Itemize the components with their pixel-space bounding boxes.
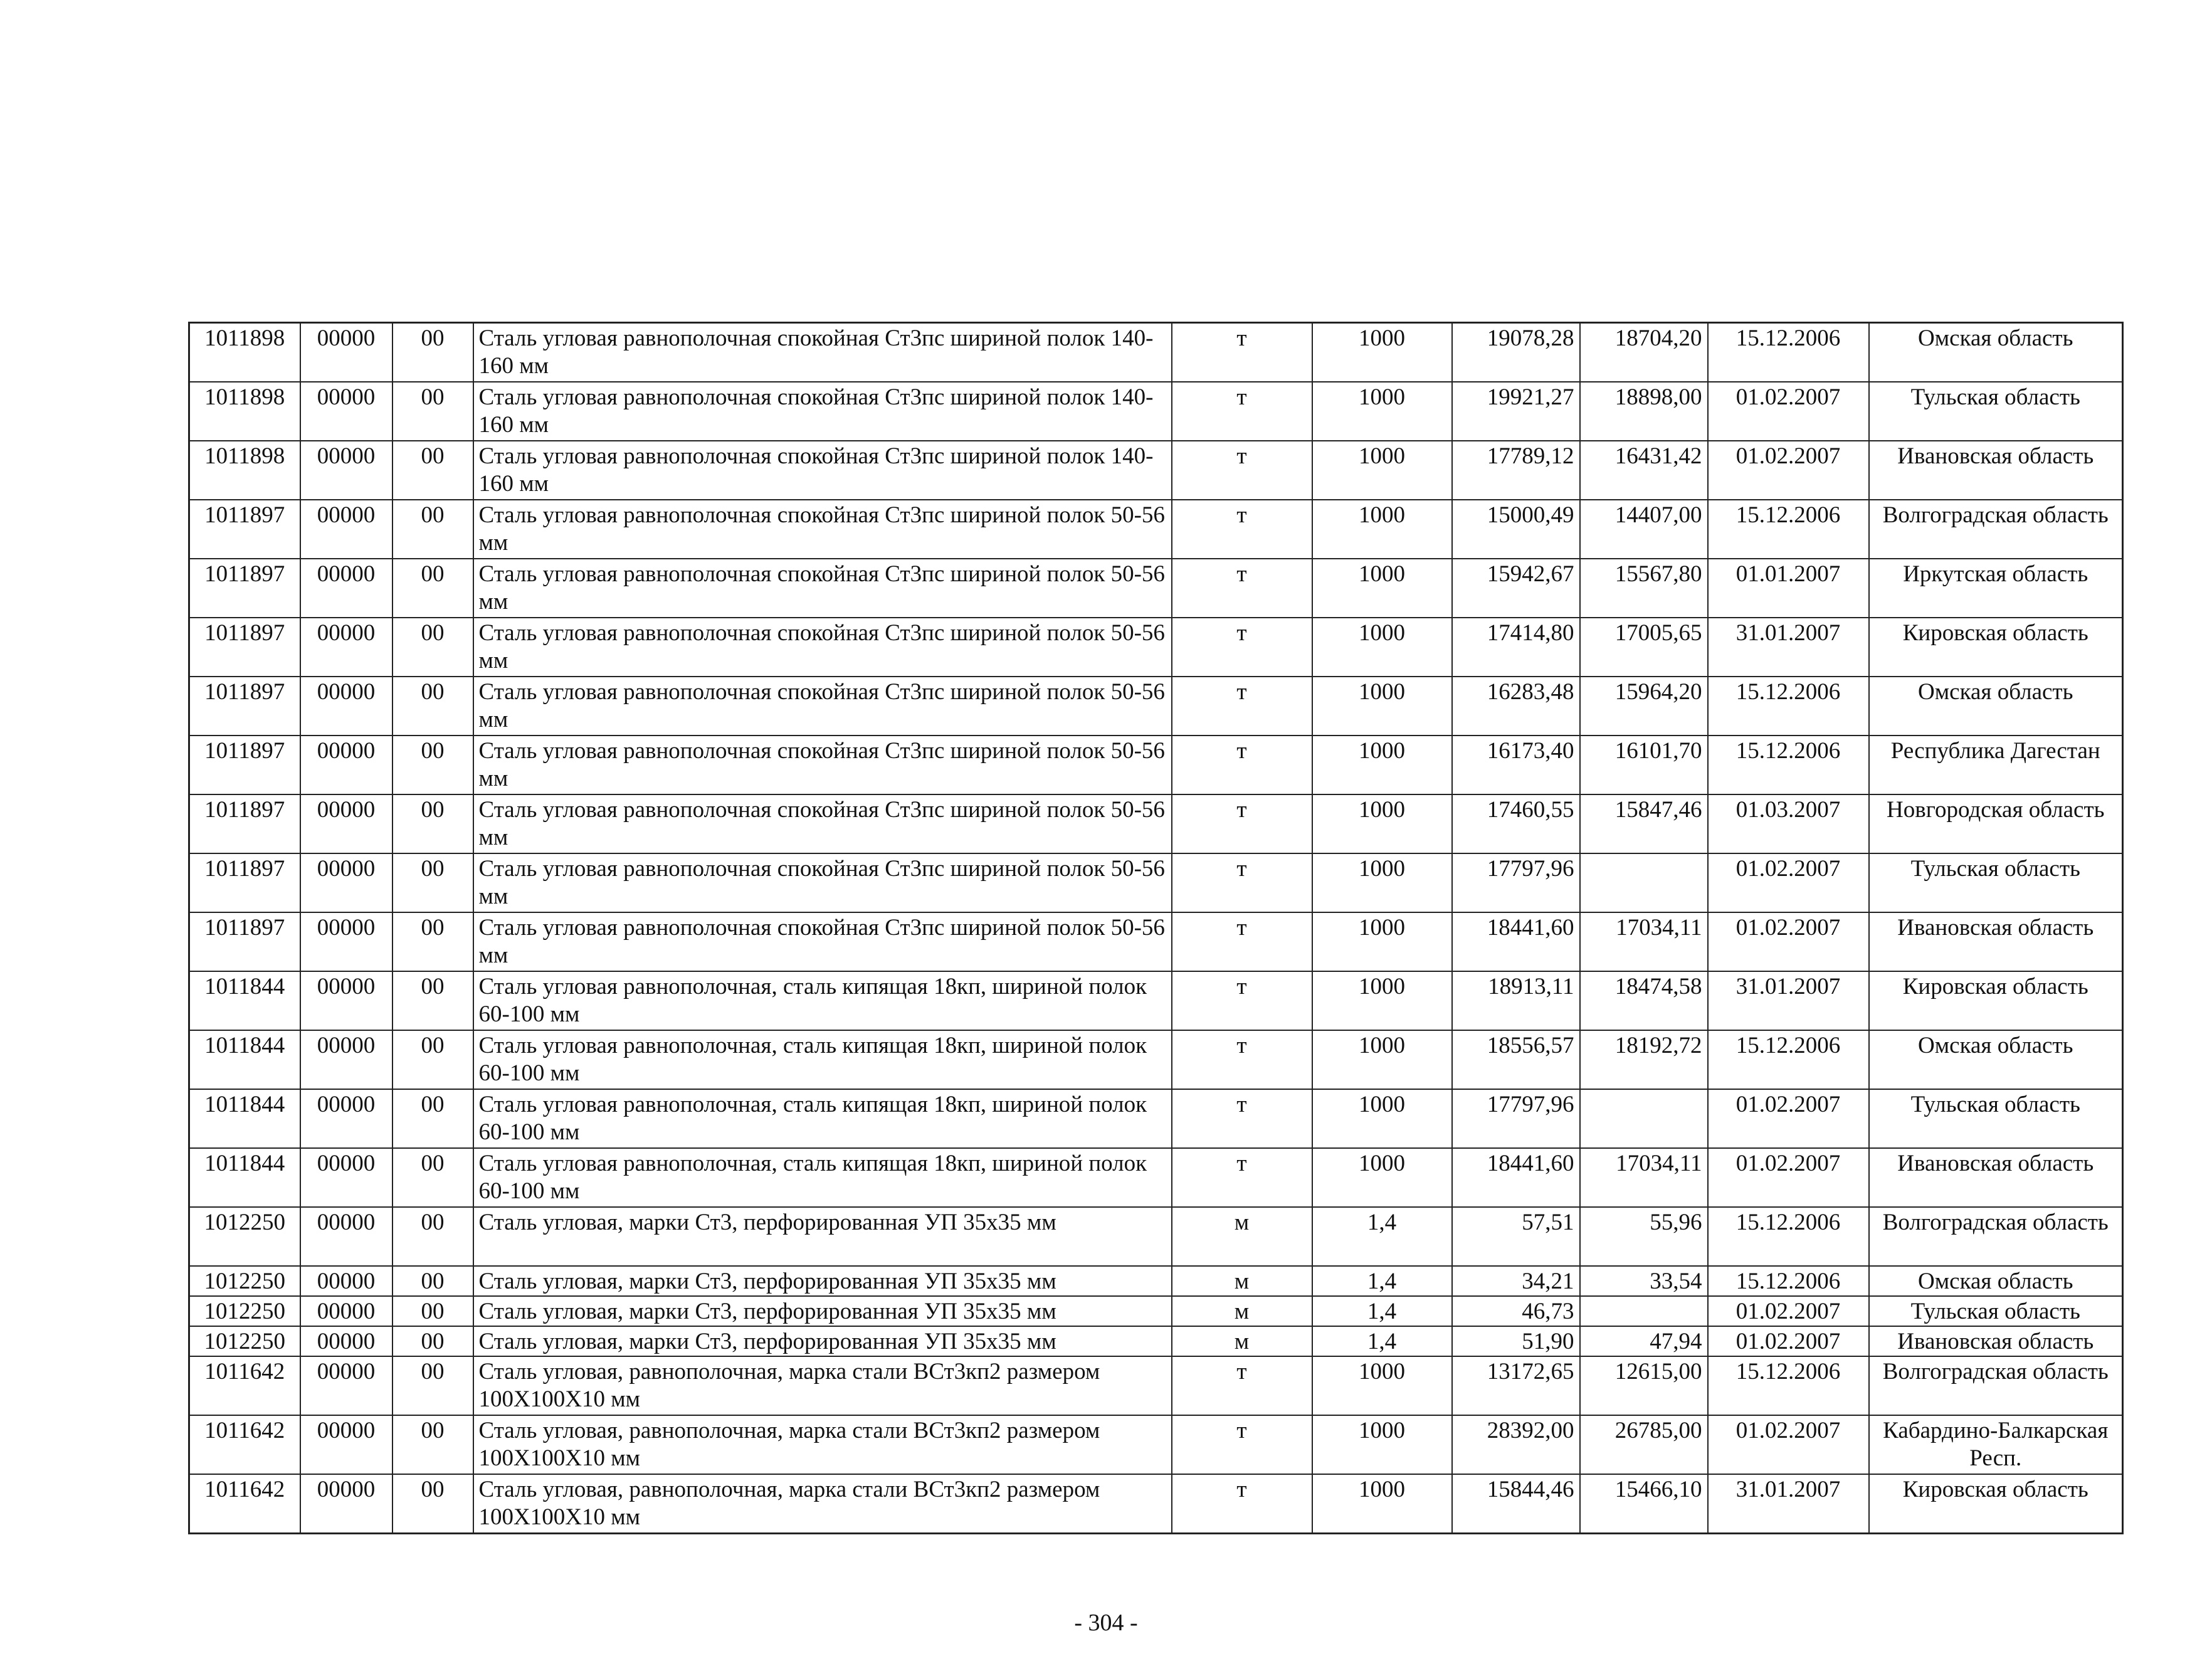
code-cell: 1011897 xyxy=(189,794,300,853)
region-cell: Волгоградская область xyxy=(1869,500,2123,559)
price-alt-cell: 17005,65 xyxy=(1580,618,1708,677)
price-alt-cell: 18704,20 xyxy=(1580,323,1708,382)
date-cell: 15.12.2006 xyxy=(1708,1030,1869,1089)
price-alt-cell xyxy=(1580,1089,1708,1148)
norm-cell: 1000 xyxy=(1312,1356,1452,1415)
material-name-cell: Сталь угловая равнополочная спокойная Ст3пс шириной полок 140-160 мм xyxy=(473,382,1172,441)
code-cell: 1011898 xyxy=(189,441,300,500)
code-cell: 1011897 xyxy=(189,736,300,794)
unit-cell: м xyxy=(1172,1207,1312,1266)
subcode-cell: 00000 xyxy=(300,1415,392,1474)
table-row xyxy=(189,1089,2123,1148)
price-alt-cell xyxy=(1580,853,1708,912)
region-cell: Тульская область xyxy=(1869,382,2123,441)
norm-cell: 1,4 xyxy=(1312,1296,1452,1326)
unit-cell: т xyxy=(1172,618,1312,677)
date-cell: 01.01.2007 xyxy=(1708,559,1869,618)
table-row xyxy=(189,382,2123,441)
date-cell: 15.12.2006 xyxy=(1708,1266,1869,1296)
subcode-cell: 00000 xyxy=(300,1089,392,1148)
date-cell: 01.02.2007 xyxy=(1708,1089,1869,1148)
unit-cell: т xyxy=(1172,1148,1312,1207)
page-number: - 304 - xyxy=(1074,1610,1138,1636)
subcode-cell: 00000 xyxy=(300,736,392,794)
material-name-cell: Сталь угловая, марки Ст3, перфорированная УП 35х35 мм xyxy=(473,1207,1172,1266)
price-cell: 16173,40 xyxy=(1452,736,1580,794)
code-cell: 1011844 xyxy=(189,971,300,1030)
price-cell: 17414,80 xyxy=(1452,618,1580,677)
subcode-cell: 00000 xyxy=(300,1207,392,1266)
date-cell: 01.02.2007 xyxy=(1708,1415,1869,1474)
norm-cell: 1000 xyxy=(1312,559,1452,618)
date-cell: 01.03.2007 xyxy=(1708,794,1869,853)
table-row xyxy=(189,1356,2123,1415)
region-cell: Иркутская область xyxy=(1869,559,2123,618)
date-cell: 01.02.2007 xyxy=(1708,1326,1869,1356)
material-name-cell: Сталь угловая равнополочная, сталь кипящая 18кп, шириной полок 60-100 мм xyxy=(473,971,1172,1030)
material-name-cell: Сталь угловая, равнополочная, марка стали ВСт3кп2 размером 100Х100Х10 мм xyxy=(473,1415,1172,1474)
norm-cell: 1000 xyxy=(1312,1415,1452,1474)
material-name-cell: Сталь угловая равнополочная, сталь кипящая 18кп, шириной полок 60-100 мм xyxy=(473,1030,1172,1089)
suffix-cell: 00 xyxy=(392,1474,473,1534)
unit-cell: т xyxy=(1172,853,1312,912)
subcode-cell: 00000 xyxy=(300,618,392,677)
region-cell: Тульская область xyxy=(1869,1089,2123,1148)
table-row xyxy=(189,794,2123,853)
norm-cell: 1000 xyxy=(1312,1030,1452,1089)
region-cell: Омская область xyxy=(1869,1030,2123,1089)
subcode-cell: 00000 xyxy=(300,382,392,441)
price-alt-cell: 17034,11 xyxy=(1580,912,1708,971)
material-name-cell: Сталь угловая равнополочная, сталь кипящая 18кп, шириной полок 60-100 мм xyxy=(473,1148,1172,1207)
subcode-cell: 00000 xyxy=(300,1148,392,1207)
price-alt-cell: 33,54 xyxy=(1580,1266,1708,1296)
subcode-cell: 00000 xyxy=(300,912,392,971)
price-alt-cell: 16101,70 xyxy=(1580,736,1708,794)
suffix-cell: 00 xyxy=(392,794,473,853)
code-cell: 1011897 xyxy=(189,853,300,912)
material-name-cell: Сталь угловая равнополочная, сталь кипящая 18кп, шириной полок 60-100 мм xyxy=(473,1089,1172,1148)
price-cell: 18913,11 xyxy=(1452,971,1580,1030)
price-cell: 19078,28 xyxy=(1452,323,1580,382)
material-name-cell: Сталь угловая, равнополочная, марка стали ВСт3кп2 размером 100Х100Х10 мм xyxy=(473,1356,1172,1415)
price-cell: 51,90 xyxy=(1452,1326,1580,1356)
region-cell: Тульская область xyxy=(1869,1296,2123,1326)
material-name-cell: Сталь угловая, равнополочная, марка стали ВСт3кп2 размером 100Х100Х10 мм xyxy=(473,1474,1172,1534)
table-row xyxy=(189,736,2123,794)
unit-cell: м xyxy=(1172,1326,1312,1356)
code-cell: 1012250 xyxy=(189,1296,300,1326)
region-cell: Омская область xyxy=(1869,323,2123,382)
table-row xyxy=(189,1207,2123,1266)
unit-cell: т xyxy=(1172,441,1312,500)
price-cell: 15844,46 xyxy=(1452,1474,1580,1534)
norm-cell: 1000 xyxy=(1312,1148,1452,1207)
subcode-cell: 00000 xyxy=(300,323,392,382)
price-cell: 46,73 xyxy=(1452,1296,1580,1326)
table-row xyxy=(189,1148,2123,1207)
date-cell: 31.01.2007 xyxy=(1708,1474,1869,1534)
date-cell: 15.12.2006 xyxy=(1708,323,1869,382)
code-cell: 1011897 xyxy=(189,559,300,618)
subcode-cell: 00000 xyxy=(300,794,392,853)
unit-cell: т xyxy=(1172,1356,1312,1415)
code-cell: 1011897 xyxy=(189,500,300,559)
unit-cell: т xyxy=(1172,1415,1312,1474)
price-alt-cell: 15567,80 xyxy=(1580,559,1708,618)
suffix-cell: 00 xyxy=(392,559,473,618)
suffix-cell: 00 xyxy=(392,1030,473,1089)
suffix-cell: 00 xyxy=(392,1148,473,1207)
price-alt-cell: 18898,00 xyxy=(1580,382,1708,441)
price-cell: 28392,00 xyxy=(1452,1415,1580,1474)
price-cell: 15942,67 xyxy=(1452,559,1580,618)
norm-cell: 1000 xyxy=(1312,382,1452,441)
region-cell: Ивановская область xyxy=(1869,1148,2123,1207)
norm-cell: 1000 xyxy=(1312,323,1452,382)
unit-cell: т xyxy=(1172,1089,1312,1148)
norm-cell: 1000 xyxy=(1312,912,1452,971)
norm-cell: 1000 xyxy=(1312,736,1452,794)
price-alt-cell xyxy=(1580,1296,1708,1326)
unit-cell: т xyxy=(1172,1030,1312,1089)
unit-cell: м xyxy=(1172,1266,1312,1296)
material-name-cell: Сталь угловая, марки Ст3, перфорированная УП 35х35 мм xyxy=(473,1296,1172,1326)
subcode-cell: 00000 xyxy=(300,1356,392,1415)
subcode-cell: 00000 xyxy=(300,1266,392,1296)
suffix-cell: 00 xyxy=(392,1296,473,1326)
date-cell: 01.02.2007 xyxy=(1708,1148,1869,1207)
region-cell: Республика Дагестан xyxy=(1869,736,2123,794)
subcode-cell: 00000 xyxy=(300,441,392,500)
table-row xyxy=(189,323,2123,382)
subcode-cell: 00000 xyxy=(300,677,392,736)
date-cell: 01.02.2007 xyxy=(1708,853,1869,912)
subcode-cell: 00000 xyxy=(300,559,392,618)
norm-cell: 1000 xyxy=(1312,794,1452,853)
code-cell: 1011642 xyxy=(189,1356,300,1415)
table-row xyxy=(189,677,2123,736)
norm-cell: 1,4 xyxy=(1312,1326,1452,1356)
norm-cell: 1000 xyxy=(1312,677,1452,736)
table-row xyxy=(189,1030,2123,1089)
suffix-cell: 00 xyxy=(392,1266,473,1296)
suffix-cell: 00 xyxy=(392,1356,473,1415)
date-cell: 31.01.2007 xyxy=(1708,618,1869,677)
price-alt-cell: 15847,46 xyxy=(1580,794,1708,853)
material-name-cell: Сталь угловая равнополочная спокойная Ст3пс шириной полок 50-56 мм xyxy=(473,500,1172,559)
suffix-cell: 00 xyxy=(392,912,473,971)
subcode-cell: 00000 xyxy=(300,500,392,559)
price-table xyxy=(188,322,2124,1534)
price-cell: 18556,57 xyxy=(1452,1030,1580,1089)
table-row xyxy=(189,441,2123,500)
material-name-cell: Сталь угловая равнополочная спокойная Ст3пс шириной полок 140-160 мм xyxy=(473,441,1172,500)
unit-cell: т xyxy=(1172,912,1312,971)
unit-cell: т xyxy=(1172,500,1312,559)
subcode-cell: 00000 xyxy=(300,853,392,912)
region-cell: Омская область xyxy=(1869,1266,2123,1296)
code-cell: 1011844 xyxy=(189,1089,300,1148)
material-name-cell: Сталь угловая равнополочная спокойная Ст3пс шириной полок 50-56 мм xyxy=(473,677,1172,736)
date-cell: 01.02.2007 xyxy=(1708,912,1869,971)
price-cell: 18441,60 xyxy=(1452,912,1580,971)
material-name-cell: Сталь угловая, марки Ст3, перфорированная УП 35х35 мм xyxy=(473,1266,1172,1296)
date-cell: 15.12.2006 xyxy=(1708,1356,1869,1415)
date-cell: 15.12.2006 xyxy=(1708,1207,1869,1266)
price-alt-cell: 47,94 xyxy=(1580,1326,1708,1356)
price-cell: 16283,48 xyxy=(1452,677,1580,736)
price-alt-cell: 14407,00 xyxy=(1580,500,1708,559)
region-cell: Кабардино-Балкарская Респ. xyxy=(1869,1415,2123,1474)
norm-cell: 1000 xyxy=(1312,441,1452,500)
price-cell: 19921,27 xyxy=(1452,382,1580,441)
unit-cell: т xyxy=(1172,1474,1312,1534)
suffix-cell: 00 xyxy=(392,736,473,794)
table-row xyxy=(189,559,2123,618)
price-cell: 13172,65 xyxy=(1452,1356,1580,1415)
suffix-cell: 00 xyxy=(392,1415,473,1474)
table-row xyxy=(189,912,2123,971)
suffix-cell: 00 xyxy=(392,618,473,677)
region-cell: Кировская область xyxy=(1869,1474,2123,1534)
date-cell: 01.02.2007 xyxy=(1708,441,1869,500)
region-cell: Кировская область xyxy=(1869,971,2123,1030)
code-cell: 1011642 xyxy=(189,1474,300,1534)
norm-cell: 1000 xyxy=(1312,500,1452,559)
code-cell: 1012250 xyxy=(189,1207,300,1266)
price-cell: 17797,96 xyxy=(1452,853,1580,912)
unit-cell: т xyxy=(1172,677,1312,736)
price-alt-cell: 55,96 xyxy=(1580,1207,1708,1266)
material-name-cell: Сталь угловая равнополочная спокойная Ст3пс шириной полок 50-56 мм xyxy=(473,912,1172,971)
table-row xyxy=(189,971,2123,1030)
material-name-cell: Сталь угловая равнополочная спокойная Ст3пс шириной полок 50-56 мм xyxy=(473,736,1172,794)
region-cell: Ивановская область xyxy=(1869,912,2123,971)
code-cell: 1011844 xyxy=(189,1030,300,1089)
date-cell: 01.02.2007 xyxy=(1708,382,1869,441)
table-row xyxy=(189,1326,2123,1356)
price-cell: 17460,55 xyxy=(1452,794,1580,853)
code-cell: 1011897 xyxy=(189,677,300,736)
material-name-cell: Сталь угловая равнополочная спокойная Ст3пс шириной полок 50-56 мм xyxy=(473,618,1172,677)
material-name-cell: Сталь угловая равнополочная спокойная Ст3пс шириной полок 50-56 мм xyxy=(473,559,1172,618)
region-cell: Ивановская область xyxy=(1869,441,2123,500)
unit-cell: т xyxy=(1172,382,1312,441)
suffix-cell: 00 xyxy=(392,382,473,441)
region-cell: Новгородская область xyxy=(1869,794,2123,853)
code-cell: 1011898 xyxy=(189,323,300,382)
date-cell: 01.02.2007 xyxy=(1708,1296,1869,1326)
table-row xyxy=(189,1415,2123,1474)
subcode-cell: 00000 xyxy=(300,971,392,1030)
norm-cell: 1000 xyxy=(1312,853,1452,912)
unit-cell: т xyxy=(1172,971,1312,1030)
table-row xyxy=(189,500,2123,559)
table-body xyxy=(189,323,2123,1534)
norm-cell: 1000 xyxy=(1312,1089,1452,1148)
code-cell: 1011642 xyxy=(189,1415,300,1474)
norm-cell: 1000 xyxy=(1312,618,1452,677)
code-cell: 1011844 xyxy=(189,1148,300,1207)
code-cell: 1011898 xyxy=(189,382,300,441)
suffix-cell: 00 xyxy=(392,677,473,736)
table-row xyxy=(189,1474,2123,1534)
price-alt-cell: 17034,11 xyxy=(1580,1148,1708,1207)
code-cell: 1011897 xyxy=(189,618,300,677)
region-cell: Ивановская область xyxy=(1869,1326,2123,1356)
norm-cell: 1000 xyxy=(1312,971,1452,1030)
price-alt-cell: 26785,00 xyxy=(1580,1415,1708,1474)
suffix-cell: 00 xyxy=(392,1326,473,1356)
subcode-cell: 00000 xyxy=(300,1326,392,1356)
suffix-cell: 00 xyxy=(392,971,473,1030)
material-name-cell: Сталь угловая, марки Ст3, перфорированная УП 35х35 мм xyxy=(473,1326,1172,1356)
material-name-cell: Сталь угловая равнополочная спокойная Ст3пс шириной полок 50-56 мм xyxy=(473,853,1172,912)
date-cell: 15.12.2006 xyxy=(1708,677,1869,736)
region-cell: Кировская область xyxy=(1869,618,2123,677)
region-cell: Тульская область xyxy=(1869,853,2123,912)
suffix-cell: 00 xyxy=(392,1207,473,1266)
unit-cell: т xyxy=(1172,736,1312,794)
date-cell: 15.12.2006 xyxy=(1708,500,1869,559)
suffix-cell: 00 xyxy=(392,441,473,500)
date-cell: 15.12.2006 xyxy=(1708,736,1869,794)
price-cell: 17789,12 xyxy=(1452,441,1580,500)
region-cell: Волгоградская область xyxy=(1869,1356,2123,1415)
table-row xyxy=(189,1296,2123,1326)
unit-cell: м xyxy=(1172,1296,1312,1326)
price-alt-cell: 15466,10 xyxy=(1580,1474,1708,1534)
price-alt-cell: 18474,58 xyxy=(1580,971,1708,1030)
suffix-cell: 00 xyxy=(392,1089,473,1148)
price-cell: 18441,60 xyxy=(1452,1148,1580,1207)
material-name-cell: Сталь угловая равнополочная спокойная Ст3пс шириной полок 50-56 мм xyxy=(473,794,1172,853)
region-cell: Волгоградская область xyxy=(1869,1207,2123,1266)
suffix-cell: 00 xyxy=(392,500,473,559)
price-cell: 57,51 xyxy=(1452,1207,1580,1266)
price-alt-cell: 15964,20 xyxy=(1580,677,1708,736)
unit-cell: т xyxy=(1172,794,1312,853)
region-cell: Омская область xyxy=(1869,677,2123,736)
table-row xyxy=(189,618,2123,677)
unit-cell: т xyxy=(1172,323,1312,382)
norm-cell: 1,4 xyxy=(1312,1207,1452,1266)
price-cell: 34,21 xyxy=(1452,1266,1580,1296)
subcode-cell: 00000 xyxy=(300,1030,392,1089)
code-cell: 1012250 xyxy=(189,1326,300,1356)
material-name-cell: Сталь угловая равнополочная спокойная Ст3пс шириной полок 140-160 мм xyxy=(473,323,1172,382)
price-alt-cell: 16431,42 xyxy=(1580,441,1708,500)
price-cell: 17797,96 xyxy=(1452,1089,1580,1148)
subcode-cell: 00000 xyxy=(300,1474,392,1534)
price-cell: 15000,49 xyxy=(1452,500,1580,559)
code-cell: 1012250 xyxy=(189,1266,300,1296)
table-row xyxy=(189,853,2123,912)
date-cell: 31.01.2007 xyxy=(1708,971,1869,1030)
subcode-cell: 00000 xyxy=(300,1296,392,1326)
norm-cell: 1000 xyxy=(1312,1474,1452,1534)
code-cell: 1011897 xyxy=(189,912,300,971)
suffix-cell: 00 xyxy=(392,323,473,382)
table-row xyxy=(189,1266,2123,1296)
unit-cell: т xyxy=(1172,559,1312,618)
price-alt-cell: 12615,00 xyxy=(1580,1356,1708,1415)
suffix-cell: 00 xyxy=(392,853,473,912)
norm-cell: 1,4 xyxy=(1312,1266,1452,1296)
price-alt-cell: 18192,72 xyxy=(1580,1030,1708,1089)
